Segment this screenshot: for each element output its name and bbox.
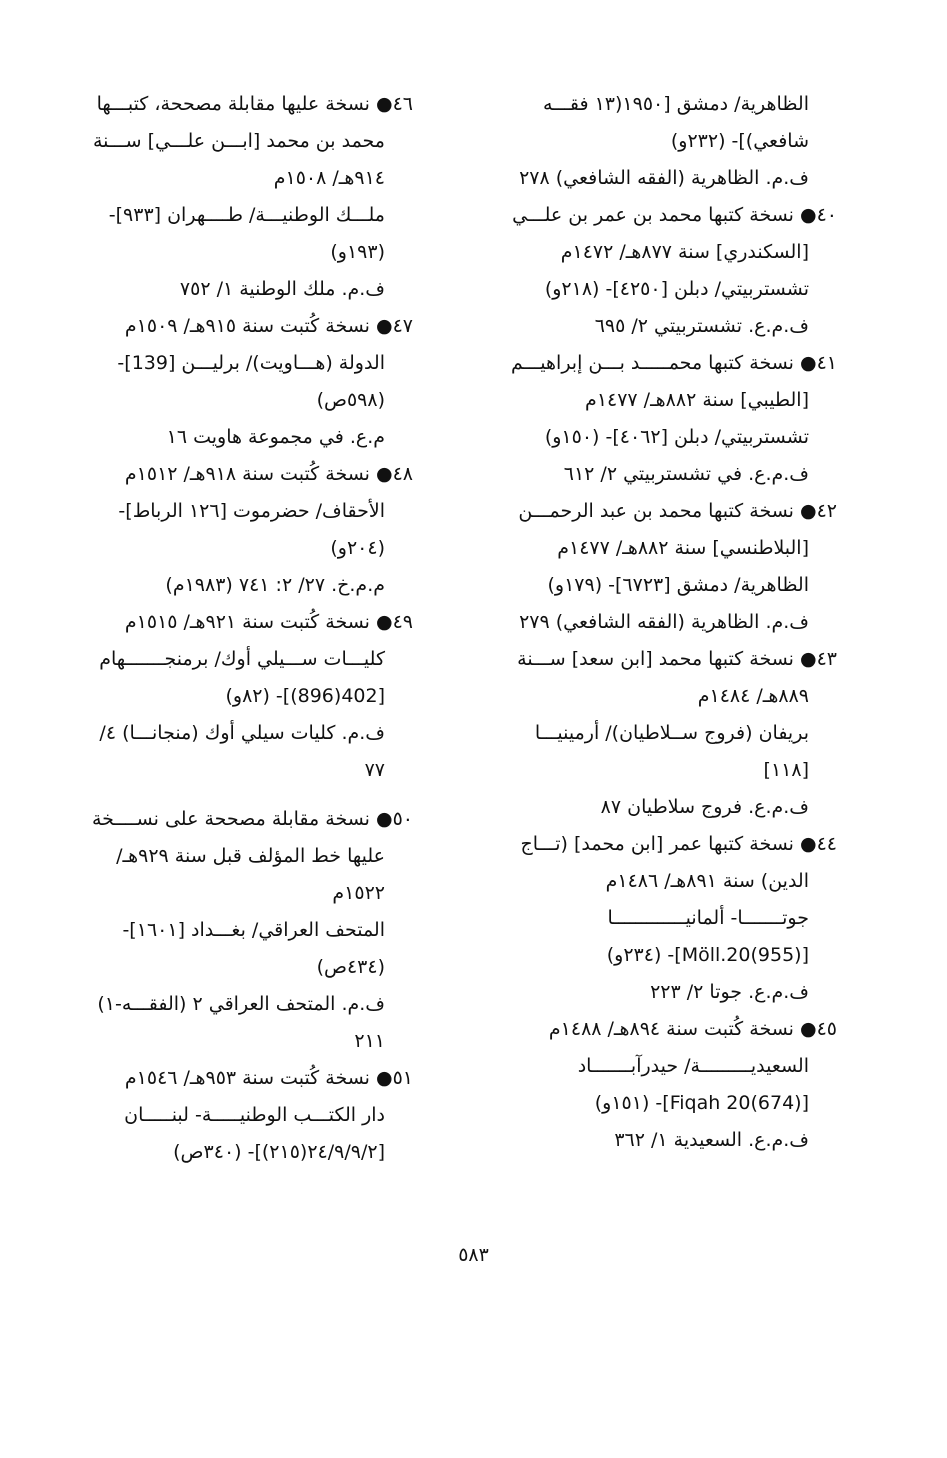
text-line: محمد بن محمد [ابـــن علـــي] ســـنة xyxy=(92,130,385,152)
text-line: ف.م. الظاهرية (الفقه الشافعي) ٢٧٩ xyxy=(519,611,809,633)
text-line: ف.م.ع. جوتا ٢/ ٢٢٣ xyxy=(650,981,809,1003)
text-line: [البلاطنسي] سنة ٨٨٢هـ/ ١٤٧٧م xyxy=(557,537,809,559)
text-line: عليها خط المؤلف قبل سنة ٩٢٩هـ/ xyxy=(116,845,385,867)
text-line: ٧٧ xyxy=(364,759,385,781)
text-line: ف.م. الظاهرية (الفقه الشافعي) ٢٧٨ xyxy=(519,167,809,189)
text-line: ٩١٤هـ/ ١٥٠٨م xyxy=(273,167,385,189)
text-line: [١١٨] xyxy=(763,759,809,781)
right-column xyxy=(492,86,837,1159)
text-line: ٤٦● نسخة عليها مقابلة مصححة، كتبـــها xyxy=(96,93,413,115)
text-line: تشستربيتي/ دبلن [٤٢٥٠]- (٢١٨و) xyxy=(544,278,809,300)
text-line: ملـــك الوطنيـــة/ طــــهران [٩٣٣]- xyxy=(108,204,385,226)
text-line: ف.م.ع. في تشستربيتي ٢/ ٦١٢ xyxy=(563,463,809,485)
text-line: ف.م. كليات سيلي أوك (منجانـــا) ٤/ xyxy=(99,722,385,744)
text-line: ٤٧● نسخة كُتبت سنة ٩١٥هـ/ ١٥٠٩م xyxy=(124,315,413,337)
text-line: [Fiqah 20(674)]- (١٥١و) xyxy=(594,1092,809,1114)
text-line: ٤٩● نسخة كُتبت سنة ٩٢١هـ/ ١٥١٥م xyxy=(124,611,413,633)
text-line: ٥٠● نسخة مقابلة مصححة على نســــخة xyxy=(91,808,413,830)
text-line: ٤٥● نسخة كُتبت سنة ٨٩٤هـ/ ١٤٨٨م xyxy=(548,1018,837,1040)
text-line: [402(896)]- (٨٢و) xyxy=(225,685,385,707)
text-line: تشستربيتي/ دبلن [٤٠٦٢]- (١٥٠و) xyxy=(544,426,809,448)
text-line: كليـــات ســـيلي أوك/ برمنجـــــــهام xyxy=(99,648,385,670)
text-line: ٥١● نسخة كُتبت سنة ٩٥٣هـ/ ١٥٤٦م xyxy=(124,1067,413,1089)
text-line: دار الكتـــب الوطنيـــــة- لبنـــــان xyxy=(124,1104,385,1126)
text-line: م.ع. في مجموعة هاويت ١٦ xyxy=(166,426,385,448)
text-line: ١٥٢٢م xyxy=(332,882,385,904)
text-line: شافعي)]- (٢٣٢و) xyxy=(670,130,809,152)
page-number: ٥٨٣ xyxy=(458,1244,489,1266)
text-line: الدولة (هـــاويت)/ برليـــن [139]- xyxy=(117,352,385,374)
text-line: الأحقاف/ حضرموت [١٢٦ الرباط]- xyxy=(118,500,385,522)
text-line: (٥٩٨ص) xyxy=(316,389,385,411)
text-line: (٤٣٤ص) xyxy=(316,956,385,978)
text-line: (١٩٣و) xyxy=(330,241,385,263)
text-line: المتحف العراقي/ بغـــداد [١٦٠١]- xyxy=(122,919,385,941)
text-line: [الطيبي] سنة ٨٨٢هـ/ ١٤٧٧م xyxy=(585,389,809,411)
text-line: [Möll.20(955)]- (٢٣٤و) xyxy=(606,944,809,966)
text-line: ٨٨٩هـ/ ١٤٨٤م xyxy=(697,685,809,707)
column-spacer xyxy=(68,789,413,801)
text-line: الظاهرية/ دمشق [١٩٥٠(١٣ فقـــه xyxy=(542,93,809,115)
text-line: ٤٣● نسخة كتبها محمد [ابن سعد] ســـنة xyxy=(517,648,837,670)
text-line: السعيديـــــــــة/ حيدرآبـــــــاد xyxy=(577,1055,809,1077)
text-line: ٤٨● نسخة كُتبت سنة ٩١٨هـ/ ١٥١٢م xyxy=(124,463,413,485)
text-line: ٢١١ xyxy=(354,1030,385,1052)
text-line: الظاهرية/ دمشق [٦٧٢٣]- (١٧٩و) xyxy=(547,574,809,596)
text-line: (٢٠٤و) xyxy=(330,537,385,559)
text-line: ف.م.ع. تشستربيتي ٢/ ٦٩٥ xyxy=(594,315,809,337)
text-line: ف.م.ع. فروج سلاطيان ٨٧ xyxy=(600,796,809,818)
text-line: ٤٠● نسخة كتبها محمد بن عمر بن علـــي xyxy=(512,204,837,226)
text-line: [السكندري] سنة ٨٧٧هـ/ ١٤٧٢م xyxy=(560,241,809,263)
text-line: ٤١● نسخة كتبها محمـــــد بـــن إبراهيـــم xyxy=(510,352,837,374)
text-line: بريفان (فروج ســلاطيان)/ أرمينيـــا xyxy=(534,722,809,744)
text-line: ٤٢● نسخة كتبها محمد بن عبد الرحمـــن xyxy=(518,500,837,522)
text-line: جوتـــــــا- ألمانيـــــــــــــا xyxy=(607,907,809,929)
text-line: ف.م. ملك الوطنية ١/ ٧٥٢ xyxy=(179,278,385,300)
text-line: ف.م.ع. السعيدية ١/ ٣٦٢ xyxy=(614,1129,809,1151)
text-line: ف.م. المتحف العراقي ٢ (الفقـــه-١) xyxy=(97,993,385,1015)
text-line: الدين) سنة ٨٩١هـ/ ١٤٨٦م xyxy=(605,870,809,892)
text-line: [٢٤/٩/٩/٢(٢١٥)]- (٣٤٠ص) xyxy=(173,1141,385,1163)
text-line: ٤٤● نسخة كتبها عمر [ابن محمد] (تـــاج xyxy=(520,833,837,855)
text-line: م.م.خ. ٢٧/ ٢: ٧٤١ (١٩٨٣م) xyxy=(165,574,385,596)
left-column xyxy=(68,86,413,1171)
